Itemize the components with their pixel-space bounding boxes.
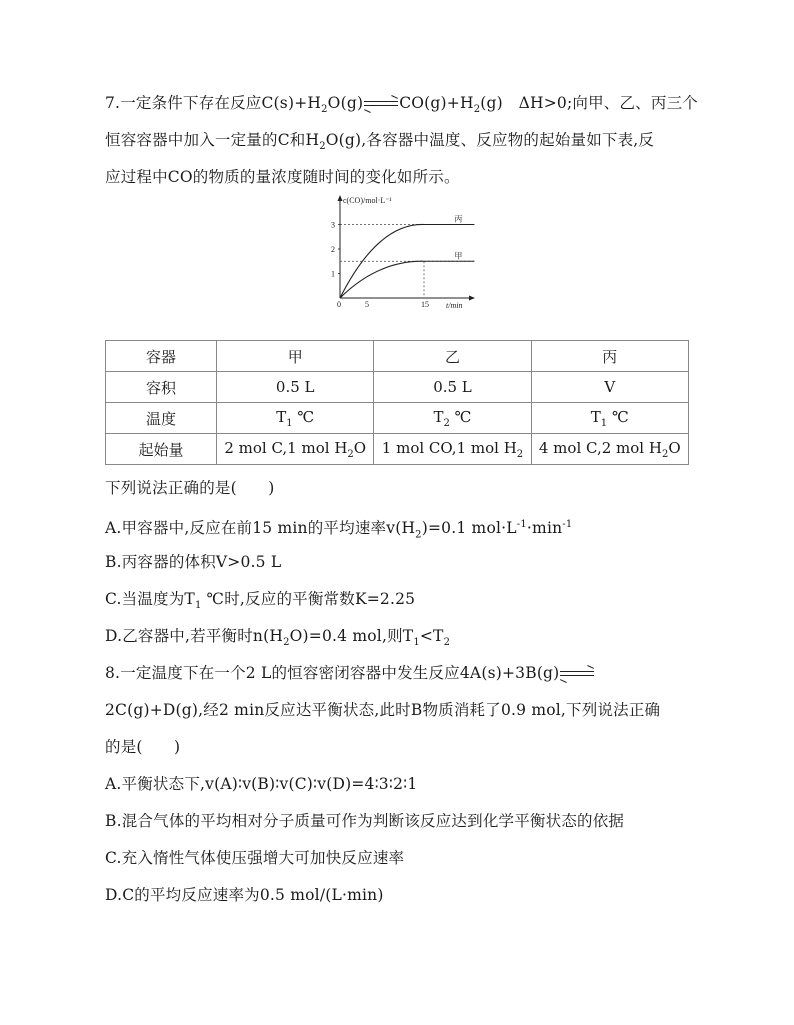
- subscript: 2: [415, 529, 422, 541]
- series-line: [340, 261, 474, 298]
- option-text: <T: [419, 627, 444, 645]
- x-axis-arrow-icon: [469, 296, 475, 301]
- cell-text: 4 mol C,2 mol H: [538, 438, 662, 457]
- cell-text: T: [276, 407, 287, 426]
- subscript: 1: [413, 637, 420, 649]
- subscript: 2: [473, 104, 481, 116]
- cell-text: O: [353, 438, 367, 457]
- subscript: 2: [443, 417, 450, 429]
- table-row-header: [106, 341, 689, 372]
- equilibrium-arrow-icon: [560, 669, 594, 679]
- table-cell: [217, 403, 374, 434]
- table-cell: [531, 434, 688, 465]
- x-tick-label: 15: [421, 300, 429, 309]
- q7-text: O(g),各容器中温度、反应物的起始量如下表,反: [325, 131, 655, 149]
- equilibrium-arrow-icon: [364, 99, 398, 109]
- cell-text: T: [433, 407, 444, 426]
- table-cell: [374, 403, 531, 434]
- container-conditions-table: [105, 340, 689, 465]
- table-header-cell: 乙: [374, 341, 531, 372]
- subscript: 2: [321, 104, 328, 116]
- cell-text: T: [590, 407, 601, 426]
- q8-option-c[interactable]: C.充入惰性气体使压强增大可加快反应速率: [105, 849, 405, 867]
- y-tick-label: 1: [331, 269, 335, 279]
- subscript: 1: [194, 600, 202, 612]
- q7-stem-line-1: [105, 92, 698, 121]
- table-cell: 0.5 L: [217, 372, 374, 403]
- x-tick-label: 5: [365, 300, 369, 309]
- q7-option-a[interactable]: [105, 514, 572, 546]
- q8-stem-line-1: [105, 662, 595, 684]
- table-cell: [374, 434, 531, 465]
- q7-prompt: 下列说法正确的是( ): [105, 479, 275, 497]
- table-row-temperature: [106, 403, 689, 434]
- q8-option-b[interactable]: B.混合气体的平均相对分子质量可作为判断该反应达到化学平衡状态的依据: [105, 812, 625, 830]
- q8-stem-line-2: 2C(g)+D(g),经2 min反应达平衡状态,此时B物质消耗了0.9 mol,下列说法正确: [105, 701, 661, 719]
- q7-text: 7.一定条件下存在反应C(s)+H: [105, 94, 322, 112]
- table-header-cell: 容器: [106, 341, 217, 372]
- subscript: 2: [283, 637, 290, 649]
- q7-option-d[interactable]: [105, 625, 450, 654]
- table-header-cell: 丙: [531, 341, 688, 372]
- table-cell: [217, 434, 374, 465]
- table-cell: [531, 403, 688, 434]
- table-cell: 起始量: [106, 434, 217, 465]
- q7-stem-line-2: [105, 129, 654, 158]
- q8-text: 8.一定温度下在一个2 L的恒容密闭容器中发生反应4A(s)+3B(g): [105, 664, 560, 682]
- subscript: 2: [516, 448, 524, 460]
- subscript: 2: [661, 448, 669, 460]
- subscript: 2: [319, 141, 326, 153]
- subscript: 2: [347, 448, 354, 460]
- option-text: ·min: [526, 519, 563, 538]
- x-tick-label: 0: [337, 300, 341, 309]
- option-text: )=0.1 mol·L: [421, 519, 517, 538]
- q7-stem-line-3: 应过程中CO的物质的量浓度随时间的变化如所示。: [105, 168, 460, 186]
- option-text: O)=0.4 mol,则T: [289, 627, 414, 645]
- series-label: 甲: [454, 251, 463, 261]
- q7-text: O(g): [327, 94, 364, 112]
- cell-text: 2 mol C,1 mol H: [224, 438, 348, 457]
- q7-text: CO(g)+H: [399, 94, 474, 112]
- option-text: A.甲容器中,反应在前15 min的平均速率v(H: [105, 519, 416, 538]
- cell-text: 1 mol CO,1 mol H: [381, 438, 517, 457]
- table-header-cell: 甲: [217, 341, 374, 372]
- q8-stem-line-3: 的是( ): [105, 738, 181, 756]
- subscript: 1: [286, 417, 293, 429]
- subscript: 2: [443, 637, 451, 649]
- table-cell: 温度: [106, 403, 217, 434]
- co-concentration-chart: [322, 192, 482, 310]
- option-text: ℃时,反应的平衡常数K=2.25: [201, 590, 416, 608]
- subscript: 1: [600, 417, 608, 429]
- y-tick-label: 3: [331, 220, 335, 230]
- q7-text: (g) ΔH>0;向甲、乙、丙三个: [480, 94, 698, 112]
- cell-text: O: [668, 438, 681, 457]
- y-axis-label: c(CO)/mol·L⁻¹: [343, 196, 392, 205]
- table-row-initial-amount: [106, 434, 689, 465]
- superscript: -1: [562, 519, 573, 530]
- table-cell: V: [531, 372, 688, 403]
- q8-option-a[interactable]: A.平衡状态下,v(A)∶v(B)∶v(C)∶v(D)=4∶3∶2∶1: [105, 775, 418, 793]
- cell-text: ℃: [607, 407, 629, 426]
- x-axis-label: t/min: [446, 301, 463, 310]
- table-cell: 0.5 L: [374, 372, 531, 403]
- series-label: 丙: [454, 214, 463, 224]
- table-cell: 容积: [106, 372, 217, 403]
- cell-text: ℃: [449, 407, 472, 426]
- option-text: D.乙容器中,若平衡时n(H: [105, 627, 284, 645]
- option-text: C.当温度为T: [105, 590, 195, 608]
- superscript: -1: [516, 519, 527, 530]
- table-row-volume: [106, 372, 689, 403]
- q7-text: 恒容容器中加入一定量的C和H: [105, 131, 320, 149]
- y-axis-arrow-icon: [338, 195, 343, 201]
- cell-text: ℃: [292, 407, 315, 426]
- y-tick-label: 2: [331, 245, 335, 254]
- q7-option-c[interactable]: [105, 588, 415, 617]
- q7-option-b[interactable]: B.丙容器的体积V>0.5 L: [105, 553, 282, 571]
- q8-option-d[interactable]: D.C的平均反应速率为0.5 mol/(L·min): [105, 886, 384, 904]
